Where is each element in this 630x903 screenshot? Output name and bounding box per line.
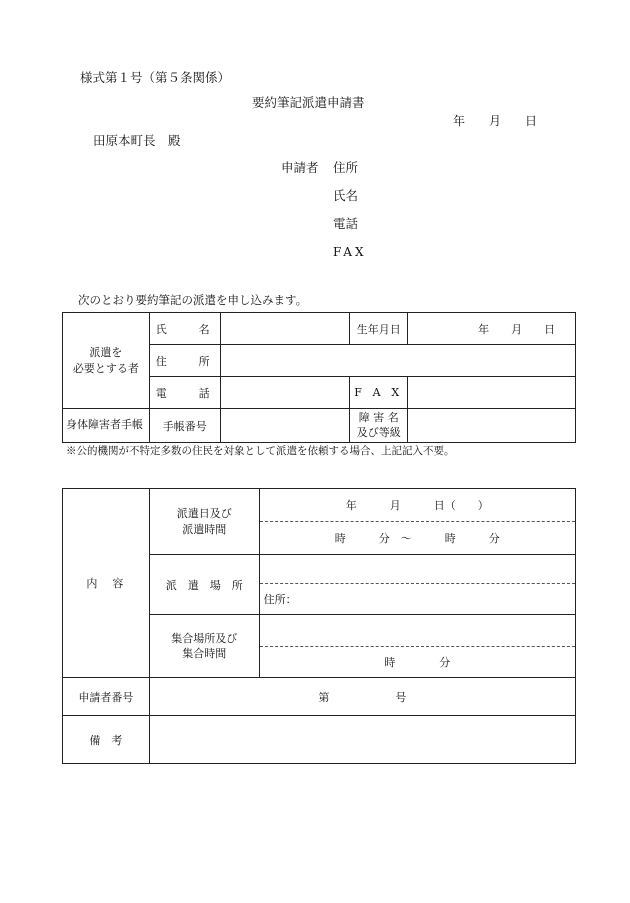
dispatch-time-field[interactable]: 時 分 〜 時 分 bbox=[259, 522, 575, 555]
grade-label: 障 害 名 及び等級 bbox=[350, 409, 408, 443]
dispatch-table bbox=[62, 488, 576, 764]
applicant-no-field[interactable]: 第 号 bbox=[149, 678, 575, 716]
dispatch-address-field[interactable]: 住所： bbox=[259, 584, 575, 615]
fax-value-cell[interactable] bbox=[408, 377, 576, 409]
content-label: 内 容 bbox=[63, 489, 150, 678]
phone-value-cell[interactable] bbox=[220, 377, 350, 409]
address-label: 住 所 bbox=[149, 345, 220, 377]
fax-label: F A X bbox=[350, 377, 408, 409]
disability-label: 身体障害者手帳 bbox=[63, 409, 150, 443]
dispatch-datetime-label: 派遣日及び 派遣時間 bbox=[149, 489, 259, 555]
applicant-table bbox=[62, 312, 576, 443]
meeting-place-field[interactable] bbox=[259, 615, 575, 647]
applicant-fax-label: FAX bbox=[333, 245, 367, 259]
grade-value-cell[interactable] bbox=[408, 409, 576, 443]
handbook-label: 手帳番号 bbox=[149, 409, 220, 443]
handbook-value-cell[interactable] bbox=[220, 409, 350, 443]
name-value-cell[interactable] bbox=[220, 313, 350, 345]
meeting-time-field[interactable]: 時 分 bbox=[259, 647, 575, 678]
addressee: 田原本町長 殿 bbox=[93, 133, 181, 148]
remarks-label: 備 考 bbox=[63, 716, 150, 764]
dob-value[interactable]: 年 月 日 bbox=[408, 313, 576, 345]
applicant-label: 申請者 bbox=[281, 160, 319, 175]
dispatch-date-field[interactable]: 年 月 日（ ） bbox=[259, 489, 575, 522]
meeting-label: 集合場所及び 集合時間 bbox=[149, 615, 259, 678]
applicant-phone-label: 電話 bbox=[333, 216, 359, 231]
address-value-cell[interactable] bbox=[220, 345, 575, 377]
phone-label: 電 話 bbox=[149, 377, 220, 409]
page-title: 要約筆記派遣申請書 bbox=[252, 95, 365, 110]
applicant-name-label: 氏名 bbox=[333, 188, 359, 203]
intro-text: 次のとおり要約筆記の派遣を申し込みます。 bbox=[78, 293, 308, 307]
applicant-no-label: 申請者番号 bbox=[63, 678, 150, 716]
dob-label: 生年月日 bbox=[350, 313, 408, 345]
remarks-field[interactable] bbox=[149, 716, 575, 764]
dispatch-place-label: 派 遣 場 所 bbox=[149, 555, 259, 615]
applicant-address-label: 住所 bbox=[333, 160, 359, 175]
dispatch-place-field[interactable] bbox=[259, 555, 575, 584]
note-text: ※公的機関が不特定多数の住民を対象として派遣を依頼する場合、上記記入不要。 bbox=[66, 445, 455, 457]
name-label: 氏 名 bbox=[149, 313, 220, 345]
form-number: 様式第１号（第５条関係） bbox=[80, 70, 231, 85]
person-label: 派遣を 必要とする者 bbox=[63, 313, 150, 409]
date-line: 年 月 日 bbox=[453, 114, 538, 128]
